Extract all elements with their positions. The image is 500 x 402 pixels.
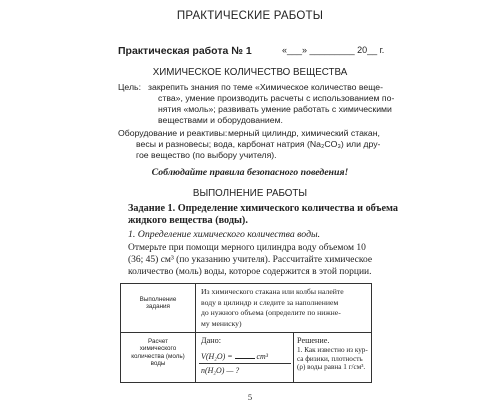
given-volume: V(H₂O) = cm³ [201, 352, 269, 361]
given-label: Дано: [201, 336, 221, 345]
goal-line: закрепить знания по теме «Химическое количество веще- [148, 82, 384, 92]
task-title-line: Задание 1. Определение химического количества и объема [128, 203, 398, 214]
goal-line: ства», умение производить расчеты с использованием по- [158, 93, 395, 103]
instruction-line: Отмерьте при помощи мерного цилиндра воду объемом 10 [128, 243, 366, 253]
goal-label: Цель: [118, 82, 141, 92]
answer-blank[interactable] [235, 350, 255, 359]
solution-label: Решение. [297, 336, 330, 345]
page-header: ПРАКТИЧЕСКИЕ РАБОТЫ [176, 10, 324, 22]
table-divider [293, 332, 294, 382]
row-caption: Выполнение задания [139, 296, 177, 311]
equipment-label: Оборудование и реактивы: [118, 128, 228, 138]
equipment-line: мерный цилиндр, химический стакан, [228, 128, 380, 138]
safety-notice: Соблюдайте правила безопасного поведения! [151, 167, 349, 178]
table-divider [195, 284, 196, 382]
execution-heading: ВЫПОЛНЕНИЕ РАБОТЫ [192, 188, 308, 199]
goal-line: веществами и оборудованием. [158, 115, 283, 125]
instruction-line: (36; 45) см³ (по указанию учителя). Рассчитайте химическое [128, 255, 373, 265]
goal-line: нятия «моль»; развивать умение работать с химическими [158, 104, 392, 114]
table-divider [121, 332, 371, 333]
instruction-line: количество (моль) воды, которое содержится в этой порции. [128, 267, 372, 277]
given-unknown: n(H₂O) — ? [201, 366, 240, 375]
page-number: 5 [247, 392, 253, 402]
equipment-line: гое вещество (по выбору учителя). [136, 150, 277, 160]
date-line: «___» _________ 20__ г. [282, 45, 385, 55]
row-instruction: Из химического стакана или колбы налейте воду в цилиндр и следите за наполнением до нужного объема (определите по нижне- му мениску) [201, 287, 344, 329]
worksheet-table [120, 283, 372, 383]
given-divider [199, 363, 291, 364]
task-step: 1. Определение химического количества воды. [128, 229, 321, 240]
row-caption: Расчет химического количества (моль) воды [131, 338, 185, 367]
equipment-line: весы и разновесы; вода, карбонат натрия (Na₂CO₃) или дру- [136, 139, 381, 149]
task-title-line: жидкого вещества (воды). [128, 215, 248, 226]
work-title: Практическая работа № 1 [118, 45, 252, 57]
subject-heading: ХИМИЧЕСКОЕ КОЛИЧЕСТВО ВЕЩЕСТВА [152, 67, 348, 78]
solution-text: 1. Как известно из кур- са физики, плотность (ρ) воды равна 1 г/см³. [297, 346, 368, 372]
